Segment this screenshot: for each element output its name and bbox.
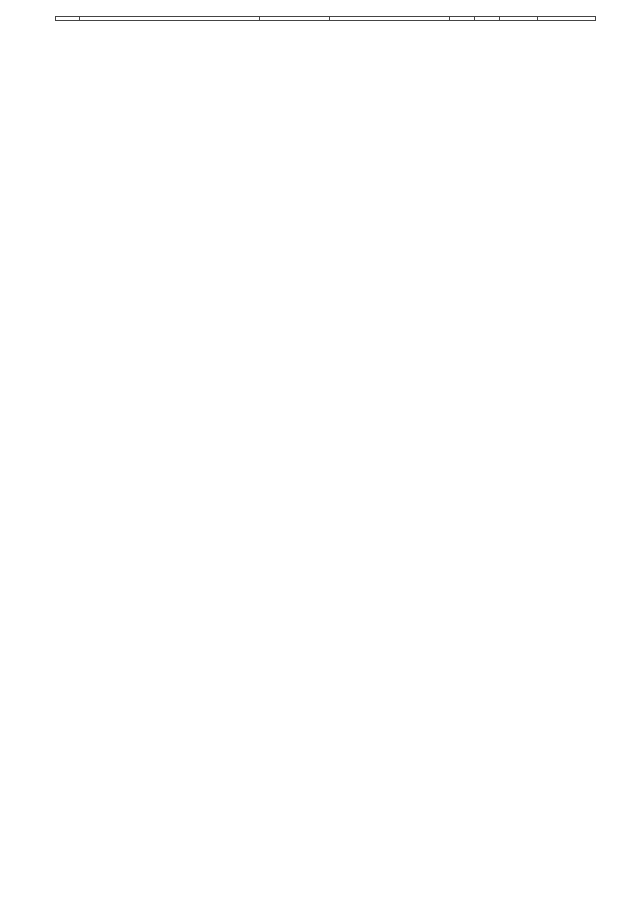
table-cell <box>450 17 475 21</box>
table-cell <box>500 17 538 21</box>
works-table <box>55 16 596 21</box>
table-cell <box>80 17 260 21</box>
table-body <box>56 17 596 21</box>
table-cell <box>475 17 500 21</box>
table-cell <box>260 17 330 21</box>
table-cell <box>56 17 80 21</box>
table-row <box>56 17 596 21</box>
table-cell <box>538 17 596 21</box>
table-cell <box>330 17 450 21</box>
